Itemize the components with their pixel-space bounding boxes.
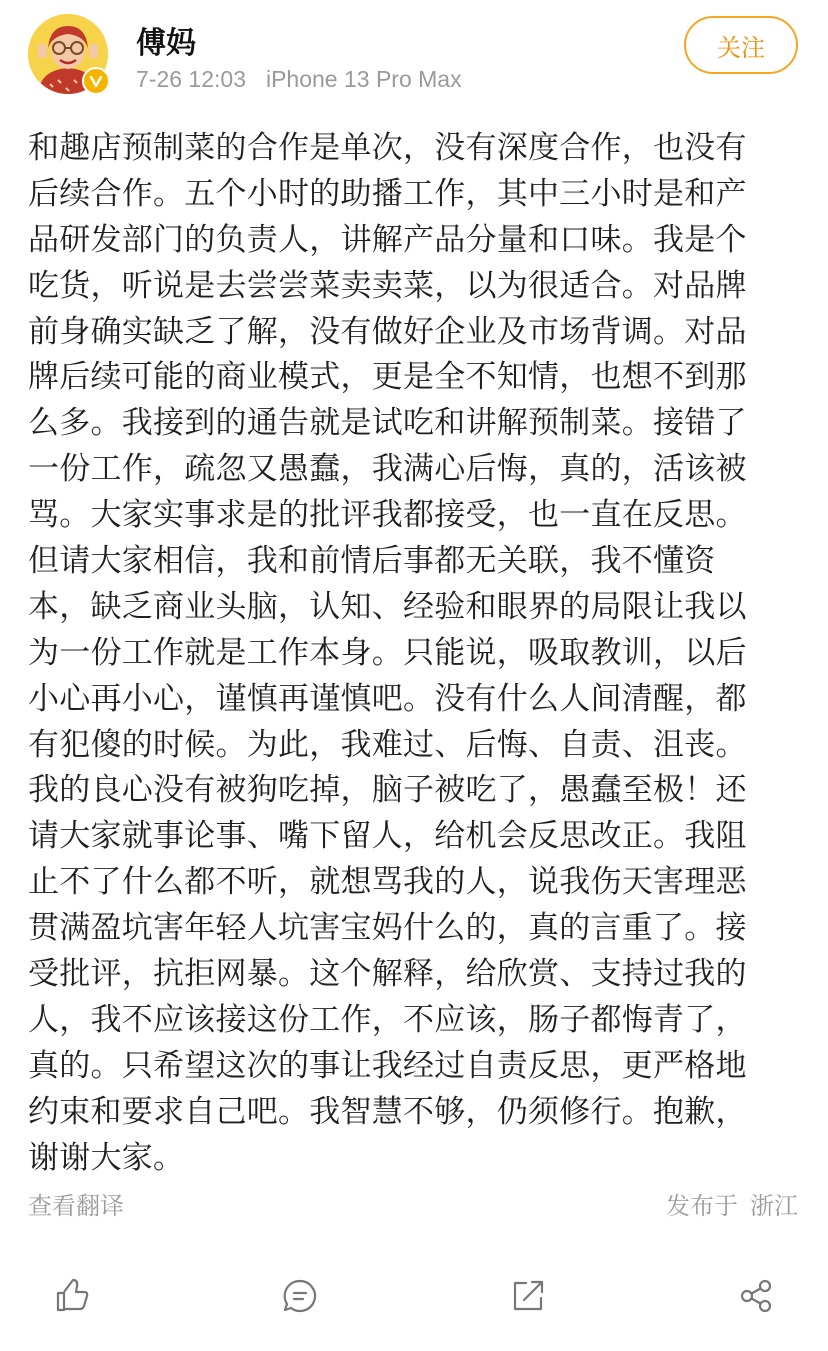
follow-button[interactable]: 关注: [684, 16, 798, 74]
post-text-line: 我的良心没有被狗吃掉，脑子被吃了，愚蠢至极！还: [28, 772, 747, 809]
post-text-line: 么多。我接到的通告就是试吃和讲解预制菜。接错了: [28, 405, 747, 442]
post-text-line: 真的。只希望这次的事让我经过自责反思，更严格地: [28, 1047, 747, 1084]
share-icon: [738, 1278, 774, 1314]
avatar[interactable]: [28, 14, 108, 94]
post-text-line: 吃货，听说是去尝尝菜卖卖菜，以为很适合。对品牌: [28, 267, 747, 304]
post-text-line: 受批评，抗拒网暴。这个解释，给欣赏、支持过我的: [28, 956, 747, 993]
verified-badge-icon: [82, 67, 110, 95]
post-text-line: 谢谢大家。: [28, 1139, 185, 1176]
post-text-line: 有犯傻的时候。为此，我难过、后悔、自责、沮丧。: [28, 726, 747, 763]
post-text: [28, 126, 800, 1181]
post-meta: [136, 66, 462, 93]
post-text-line: 约束和要求自己吧。我智慧不够，仍须修行。抱歉，: [28, 1093, 747, 1130]
post-text-line: 品研发部门的负责人，讲解产品分量和口味。我是个: [28, 221, 747, 258]
post-text-line: 为一份工作就是工作本身。只能说，吸取教训，以后: [28, 634, 747, 671]
post-text-line: 前身确实缺乏了解，没有做好企业及市场背调。对品: [28, 313, 747, 350]
repost-button[interactable]: [508, 1276, 548, 1316]
thumbs-up-icon: [54, 1278, 90, 1314]
post-location: [666, 1186, 798, 1221]
post-text-line: 止不了什么都不听，就想骂我的人，说我伤天害理恶: [28, 864, 747, 901]
post-device: iPhone 13 Pro Max: [265, 66, 462, 92]
share-button[interactable]: [736, 1276, 776, 1316]
like-button[interactable]: [52, 1276, 92, 1316]
repost-icon: [510, 1278, 546, 1314]
action-bar: [0, 1268, 828, 1328]
comment-button[interactable]: [280, 1276, 320, 1316]
post-time: 7-26 12:03: [136, 66, 246, 92]
location-place: 浙江: [750, 1192, 798, 1220]
post-text-line: 贯满盈坑害年轻人坑害宝妈什么的，真的言重了。接: [28, 910, 747, 947]
post-text-line: 牌后续可能的商业模式，更是全不知情，也想不到那: [28, 359, 747, 396]
post-text-line: 后续合作。五个小时的助播工作，其中三小时是和产: [28, 175, 747, 212]
username[interactable]: 傅妈: [136, 26, 196, 61]
post-text-line: 请大家就事论事、嘴下留人，给机会反思改正。我阻: [28, 818, 747, 855]
post-text-line: 一份工作，疏忽又愚蠢，我满心后悔，真的，活该被: [28, 451, 747, 488]
post-text-line: 骂。大家实事求是的批评我都接受，也一直在反思。: [28, 497, 747, 534]
post-text-line: 人，我不应该接这份工作，不应该，肠子都悔青了，: [28, 1001, 747, 1038]
post-text-line: 小心再小心，谨慎再谨慎吧。没有什么人间清醒，都: [28, 680, 747, 717]
post-text-line: 但请大家相信，我和前情后事都无关联，我不懂资: [28, 543, 716, 580]
comment-icon: [282, 1278, 318, 1314]
post-text-line: 本，缺乏商业头脑，认知、经验和眼界的局限让我以: [28, 588, 747, 625]
location-prefix: 发布于: [666, 1192, 738, 1220]
view-translation-link[interactable]: 查看翻译: [28, 1192, 124, 1220]
post-text-line: 和趣店预制菜的合作是单次，没有深度合作，也没有: [28, 130, 747, 166]
